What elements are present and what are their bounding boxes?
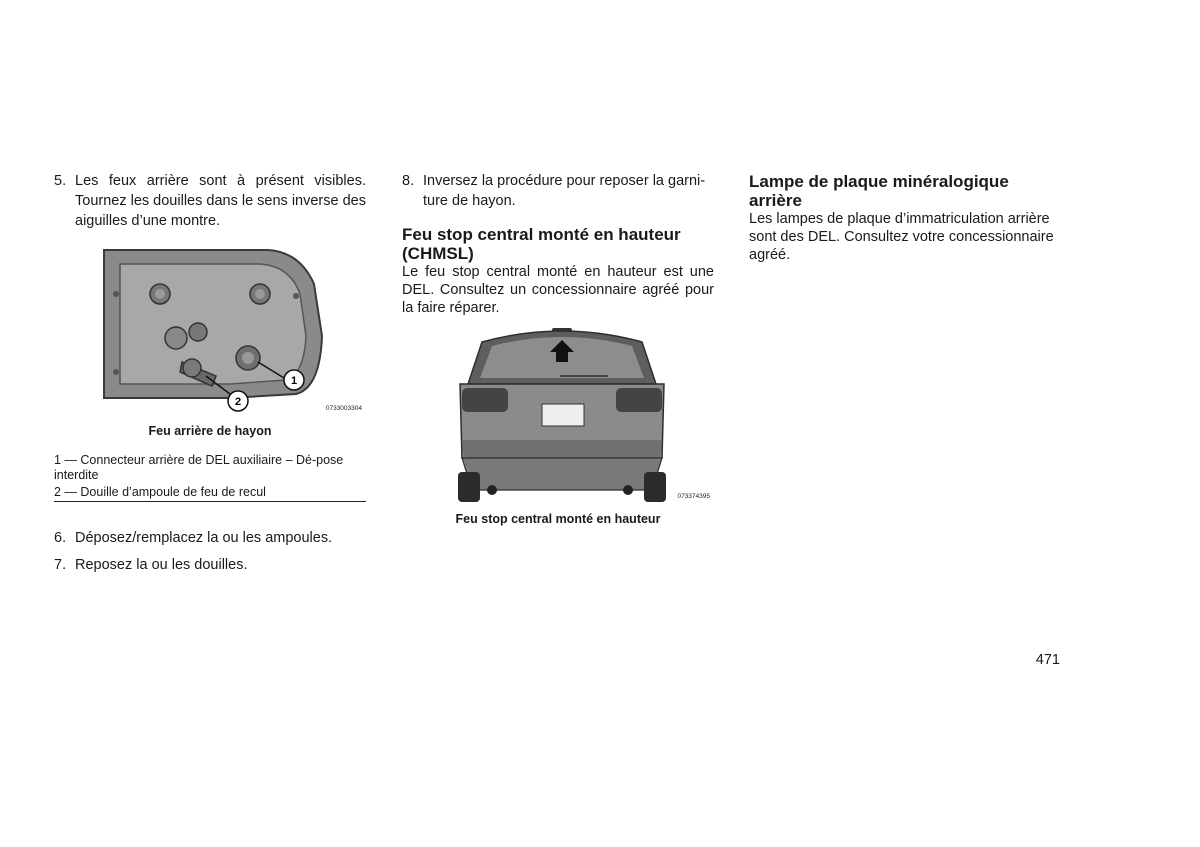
vehicle-rear-figure [452, 322, 714, 506]
legend-item: 1 — Connecteur arrière de DEL auxiliaire – Dé-pose interdite [54, 453, 344, 482]
tail-lamp-figure [100, 244, 366, 416]
chmsl-section [402, 225, 714, 317]
step-number: 8. [402, 173, 415, 189]
section-heading: Feu stop central monté en hauteur (CHMSL) [402, 225, 681, 263]
step-number: 7. [54, 557, 67, 573]
step-number: 5. [54, 173, 67, 189]
legend-item: 2 — Douille d’ampoule de feu de recul [54, 485, 266, 499]
section-paragraph: Les lampes de plaque d’immatriculation arrière sont des DEL. Consultez votre concessionnaire agréé. [749, 211, 1054, 263]
figure-caption: Feu arrière de hayon [148, 424, 272, 438]
step-7 [54, 555, 366, 575]
section-paragraph: Le feu stop central monté en hauteur est une DEL. Consultez un concessionnaire agréé pour la faire réparer. [402, 264, 714, 316]
page-number: 471 [1035, 652, 1060, 668]
step-text: Inversez la procédure pour reposer la garni-ture de hayon. [423, 173, 706, 209]
legend-divider [54, 501, 366, 502]
callout-1: 1 [290, 375, 298, 387]
callout-2: 2 [234, 396, 242, 408]
step-8 [402, 171, 714, 211]
license-lamp-section [749, 172, 1061, 264]
figure-legend [54, 453, 354, 500]
vehicle-rear-illustration [452, 322, 714, 506]
step-text: Les feux arrière sont à présent visibles. Tournez les douilles dans le sens inverse des aiguilles d’une montre. [75, 173, 366, 229]
step-text: Déposez/remplacez la ou les ampoules. [75, 530, 333, 546]
tail-lamp-illustration [100, 244, 366, 416]
figure-code: 0733003304 [325, 405, 362, 412]
section-heading: Lampe de plaque minéralogique arrière [749, 172, 1009, 210]
figure-code: 073374395 [677, 493, 710, 500]
step-6 [54, 528, 366, 548]
step-number: 6. [54, 530, 67, 546]
figure-caption: Feu stop central monté en hauteur [455, 512, 661, 526]
step-5 [54, 171, 366, 231]
step-text: Reposez la ou les douilles. [75, 557, 248, 573]
